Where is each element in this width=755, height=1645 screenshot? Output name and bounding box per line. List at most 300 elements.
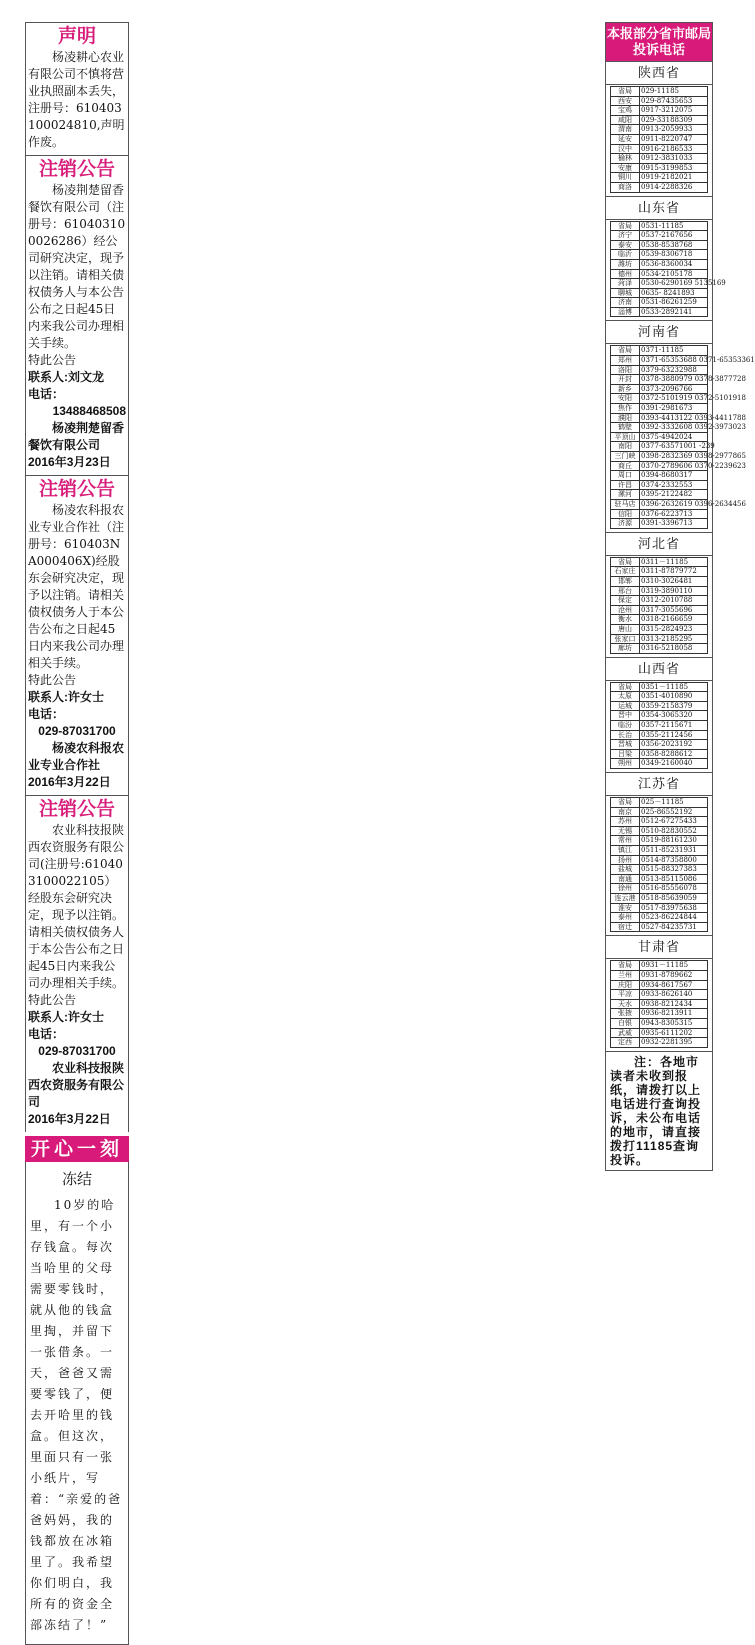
- phone-row: [611, 1018, 708, 1028]
- city-cell: 省局: [611, 87, 640, 97]
- phone-row: [611, 154, 708, 164]
- phone-cell: 0943-8305315: [640, 1018, 708, 1028]
- phone-cell: 0398-2832369 0398-2977865: [641, 452, 746, 460]
- phone-cell: 0394-8680317: [640, 471, 708, 481]
- phone-cell: 0354-3065320: [640, 711, 708, 721]
- phone-cell: 029-87435653: [640, 96, 708, 106]
- city-cell: 省局: [611, 798, 640, 808]
- phone-cell: 0376-6223713: [640, 509, 708, 519]
- phone-cell: 0934-8617567: [640, 980, 708, 990]
- phone-cell: 0379-63232988: [640, 365, 708, 375]
- city-cell: 省局: [611, 221, 640, 231]
- phone-row: [611, 499, 708, 509]
- province-section: [606, 196, 726, 318]
- notice-phone-label: 电话：: [28, 387, 65, 401]
- notice-title: 注销公告: [38, 478, 115, 500]
- phone-row: [611, 384, 708, 394]
- phone-row: [611, 990, 708, 1000]
- city-cell: 安康: [611, 163, 640, 173]
- phone-cell: 025－11185: [640, 798, 708, 808]
- notice-company: 杨凌荆楚留香餐饮有限公司: [28, 421, 125, 452]
- province-section: [606, 657, 712, 769]
- left-column: [25, 22, 129, 1645]
- city-cell: 菏泽: [611, 279, 640, 289]
- phone-cell: 0513-85115086: [640, 874, 708, 884]
- phone-cell: 0933-8626140: [640, 990, 708, 1000]
- notice-cancellation-3: [25, 795, 129, 1132]
- phone-row: [611, 865, 708, 875]
- phone-row: [611, 586, 708, 596]
- phone-row: [611, 346, 708, 356]
- city-cell: 南通: [611, 874, 640, 884]
- city-cell: 商丘: [611, 461, 640, 471]
- phone-row: [611, 442, 708, 452]
- phone-cell: 0931-8789662: [640, 970, 708, 980]
- city-cell: 省局: [611, 346, 640, 356]
- city-cell: 许昌: [611, 480, 640, 490]
- phone-cell: 0911-8220747: [640, 134, 708, 144]
- phone-row: [611, 1038, 708, 1048]
- province-name: 山东省: [606, 197, 712, 220]
- city-cell: 汉中: [611, 144, 640, 154]
- phone-row: [611, 250, 708, 260]
- city-cell: 南京: [611, 807, 640, 817]
- province-section: [606, 935, 712, 1047]
- phone-row: [611, 288, 708, 298]
- phone-cell: 0393-4413122 0393-4411788: [641, 413, 746, 422]
- province-section: [606, 61, 712, 193]
- city-cell: 沧州: [611, 605, 640, 615]
- phone-row: [611, 432, 708, 442]
- phone-row: [611, 471, 708, 481]
- phone-cell: 0931－11185: [640, 961, 708, 971]
- phone-cell: 0523-86224844: [640, 913, 708, 923]
- notice-body: 杨凌农科报农业专业合作社（注册号：610403NA000406X)经股东会研究决定，现予以注销。请相关债权债务人于本公告公布之日起45日内来我公司办理相关手续。: [28, 503, 125, 670]
- notice-phone-label: 电话：: [28, 707, 65, 721]
- city-cell: 信阳: [611, 509, 640, 519]
- phone-cell: 0310-3026481: [640, 576, 708, 586]
- phone-row: [611, 106, 708, 116]
- phone-row: [611, 730, 708, 740]
- phone-cell: 029-11185: [640, 87, 708, 97]
- phone-row: [611, 624, 708, 634]
- phone-row: [611, 980, 708, 990]
- city-cell: 保定: [611, 596, 640, 606]
- city-cell: 焦作: [611, 404, 640, 414]
- province-name: 河南省: [606, 321, 712, 344]
- notice-body: 杨凌荆楚留香餐饮有限公司（注册号：610403100026286）经公司研究决定，现予以注销。请相关债权债务人与本公告公布之日起45日内来我公司办理相关手续。: [28, 183, 126, 350]
- city-cell: 临汾: [611, 721, 640, 731]
- province-list: [606, 61, 755, 1048]
- phone-row: [611, 682, 708, 692]
- phone-row: [611, 163, 708, 173]
- notice-cancellation-2: [25, 475, 129, 795]
- city-cell: 淮安: [611, 903, 640, 913]
- city-cell: 平顶山: [611, 432, 640, 442]
- joke-banner: 开心一刻: [25, 1136, 129, 1162]
- city-cell: 宿迁: [611, 922, 640, 932]
- phone-row: [611, 134, 708, 144]
- city-cell: 泰安: [611, 240, 640, 250]
- city-cell: 吕梁: [611, 749, 640, 759]
- phone-row: [611, 490, 708, 500]
- phone-cell: 0533-2892141: [640, 307, 708, 317]
- phone-row: [611, 721, 708, 731]
- phone-cell: 0318-2166659: [640, 615, 708, 625]
- city-cell: 渭南: [611, 125, 640, 135]
- notice-company: 杨凌农科报农业专业合作社: [28, 741, 125, 772]
- city-cell: 开封: [611, 375, 640, 385]
- city-cell: 徐州: [611, 884, 640, 894]
- city-cell: 朔州: [611, 759, 640, 769]
- hotline-column: [605, 22, 755, 1171]
- city-cell: 西安: [611, 96, 640, 106]
- city-cell: 鹤壁: [611, 423, 640, 433]
- city-cell: 新乡: [611, 384, 640, 394]
- phone-cell: 0378-3880979 0378-3877728: [641, 375, 746, 384]
- city-cell: 常州: [611, 836, 640, 846]
- city-cell: 苏州: [611, 817, 640, 827]
- city-cell: 济源: [611, 519, 640, 529]
- phone-cell: 0356-2023192: [640, 740, 708, 750]
- city-cell: 聊城: [611, 288, 640, 298]
- phone-table: [610, 682, 708, 769]
- city-cell: 廊坊: [611, 644, 640, 654]
- phone-row: [611, 144, 708, 154]
- phone-row: [611, 903, 708, 913]
- phone-row: [611, 125, 708, 135]
- phone-cell: 0358-8288612: [640, 749, 708, 759]
- province-section: [606, 772, 712, 932]
- phone-cell: 0357-2115671: [640, 721, 708, 731]
- phone-table: [610, 557, 708, 654]
- province-name: 甘肃省: [606, 936, 712, 959]
- phone-cell: 0371-65353688 0371-65353361: [641, 356, 755, 365]
- phone-cell: 0538-8538768: [640, 240, 708, 250]
- city-cell: 延安: [611, 134, 640, 144]
- city-cell: 漯河: [611, 490, 640, 500]
- city-cell: 晋中: [611, 711, 640, 721]
- phone-cell: 0539-8306718: [640, 250, 708, 260]
- phone-row: [611, 87, 708, 97]
- phone-cell: 0531-86261259: [640, 298, 708, 308]
- phone-cell: 0518-85639059: [640, 893, 708, 903]
- city-cell: 晋城: [611, 740, 640, 750]
- phone-row: [611, 452, 708, 462]
- province-name: 江苏省: [606, 773, 712, 796]
- phone-row: [611, 413, 708, 423]
- phone-cell: 0517-83975638: [640, 903, 708, 913]
- phone-cell: 0396-2632619 0396-2634456: [641, 499, 746, 508]
- phone-cell: 0355-2112456: [640, 730, 708, 740]
- city-cell: 无锡: [611, 826, 640, 836]
- phone-row: [611, 605, 708, 615]
- city-cell: 省局: [611, 682, 640, 692]
- phone-row: [611, 231, 708, 241]
- city-cell: 淄博: [611, 307, 640, 317]
- phone-row: [611, 644, 708, 654]
- phone-cell: 0351－11185: [640, 682, 708, 692]
- city-cell: 张掖: [611, 1009, 640, 1019]
- phone-cell: 0915-3199853: [640, 163, 708, 173]
- phone-cell: 0370-2789606 0370-2239623: [641, 461, 746, 470]
- phone-cell: 0311-87879772: [640, 567, 708, 577]
- city-cell: 连云港: [611, 893, 640, 903]
- city-cell: 唐山: [611, 624, 640, 634]
- city-cell: 济南: [611, 298, 640, 308]
- phone-cell: 0392-3332608 0392-3973023: [641, 423, 746, 432]
- phone-cell: 0371-11185: [640, 346, 708, 356]
- city-cell: 白银: [611, 1018, 640, 1028]
- phone-cell: 0375-4942024: [640, 432, 708, 442]
- phone-cell: 0359-2158379: [640, 701, 708, 711]
- phone-cell: 0516-85556078: [640, 884, 708, 894]
- phone-cell: 0319-3890110: [640, 586, 708, 596]
- notice-contact: 联系人:许女士: [28, 690, 104, 704]
- notice-date: 2016年3月22日: [28, 1112, 111, 1126]
- phone-row: [611, 893, 708, 903]
- city-cell: 运城: [611, 701, 640, 711]
- phone-row: [611, 240, 708, 250]
- phone-cell: 025-86552192: [640, 807, 708, 817]
- phone-cell: 0351-4010890: [640, 692, 708, 702]
- phone-row: [611, 1028, 708, 1038]
- phone-cell: 0313-2185295: [640, 634, 708, 644]
- phone-table: [610, 221, 726, 318]
- phone-cell: 0311－11185: [640, 557, 708, 567]
- notice-company: 农业科技报陕西农资服务有限公司: [28, 1061, 125, 1109]
- phone-row: [611, 711, 708, 721]
- city-cell: 潍坊: [611, 259, 640, 269]
- phone-row: [611, 461, 708, 471]
- city-cell: 盐城: [611, 865, 640, 875]
- phone-row: [611, 259, 708, 269]
- phone-row: [611, 307, 708, 317]
- phone-cell: 0373-2096766: [640, 384, 708, 394]
- city-cell: 省局: [611, 557, 640, 567]
- phone-cell: 0917-3212075: [640, 106, 708, 116]
- city-cell: 宝鸡: [611, 106, 640, 116]
- phone-cell: 0349-2160040: [640, 759, 708, 769]
- phone-cell: 0916-2186533: [640, 144, 708, 154]
- phone-row: [611, 375, 708, 385]
- city-cell: 临沂: [611, 250, 640, 260]
- phone-cell: 0536-8360034: [640, 259, 708, 269]
- phone-cell: 0315-2824923: [640, 624, 708, 634]
- phone-row: [611, 999, 708, 1009]
- phone-cell: 0372-5101919 0372-5101918: [641, 394, 746, 403]
- phone-table: [610, 797, 708, 932]
- phone-cell: 0391-3396713: [640, 519, 708, 529]
- city-cell: 咸阳: [611, 115, 640, 125]
- phone-cell: 0935-6111202: [640, 1028, 708, 1038]
- city-cell: 镇江: [611, 846, 640, 856]
- phone-cell: 0635- 8241893: [640, 288, 708, 298]
- city-cell: 邯郸: [611, 576, 640, 586]
- phone-row: [611, 298, 708, 308]
- city-cell: 兰州: [611, 970, 640, 980]
- phone-row: [611, 634, 708, 644]
- city-cell: 洛阳: [611, 365, 640, 375]
- phone-row: [611, 759, 708, 769]
- phone-table: [610, 960, 708, 1047]
- phone-row: [611, 1009, 708, 1019]
- phone-cell: 0317-3055696: [640, 605, 708, 615]
- phone-row: [611, 519, 708, 529]
- city-cell: 平凉: [611, 990, 640, 1000]
- phone-cell: 0914-2288326: [640, 182, 708, 192]
- phone-row: [611, 922, 708, 932]
- phone-cell: 0312-2010788: [640, 596, 708, 606]
- phone-table: [610, 345, 755, 528]
- phone-cell: 0374-2332553: [640, 480, 708, 490]
- phone-cell: 0938-8212434: [640, 999, 708, 1009]
- phone-cell: 0913-2059933: [640, 125, 708, 135]
- notice-special: 特此公告: [28, 993, 77, 1007]
- city-cell: 商洛: [611, 182, 640, 192]
- city-cell: 周口: [611, 471, 640, 481]
- phone-row: [611, 279, 708, 289]
- notice-body: 杨凌耕心农业有限公司不慎将营业执照副本丢失，注册号：610403100024810,声明作废。: [28, 50, 125, 149]
- city-cell: 太原: [611, 692, 640, 702]
- notice-lost-license: [25, 22, 129, 155]
- phone-cell: 0515-88327383: [640, 865, 708, 875]
- phone-cell: 0519-88161230: [640, 836, 708, 846]
- phone-cell: 0391-2981673: [640, 404, 708, 414]
- hotline-header: 本报部分省市邮局投诉电话: [606, 23, 712, 61]
- phone-row: [611, 826, 708, 836]
- phone-cell: 0936-8213911: [640, 1009, 708, 1019]
- phone-row: [611, 115, 708, 125]
- phone-cell: 0932-2281395: [640, 1038, 708, 1048]
- phone-row: [611, 404, 708, 414]
- city-cell: 濮阳: [611, 413, 640, 423]
- city-cell: 德州: [611, 269, 640, 279]
- phone-table: [610, 86, 708, 193]
- phone-row: [611, 874, 708, 884]
- city-cell: 邢台: [611, 586, 640, 596]
- phone-cell: 0912-3831033: [640, 154, 708, 164]
- phone-cell: 0537-2167656: [640, 231, 708, 241]
- phone-row: [611, 817, 708, 827]
- phone-row: [611, 846, 708, 856]
- notice-title: 注销公告: [38, 158, 115, 180]
- notice-date: 2016年3月22日: [28, 775, 111, 789]
- phone-row: [611, 749, 708, 759]
- notice-special: 特此公告: [28, 353, 77, 367]
- notice-title: 注销公告: [38, 798, 115, 820]
- city-cell: 郑州: [611, 356, 640, 366]
- notice-special: 特此公告: [28, 673, 77, 687]
- phone-row: [611, 836, 708, 846]
- phone-row: [611, 692, 708, 702]
- notice-contact: 联系人:许女士: [28, 1010, 104, 1024]
- phone-cell: 0531-11185: [640, 221, 708, 231]
- joke-body: 10岁的哈里，有一个小存钱盒。每次当哈里的父母需要零钱时，就从他的钱盒里掏，并留下一张借条。一天，爸爸又需要零钱了，便去开哈里的钱盒。但这次，里面只有一张小纸片，写着：“亲爱的爸爸妈妈，我的钱都放在冰箱里了。我希望你们明白，我所有的资金全部冻结了！”: [30, 1198, 123, 1632]
- phone-row: [611, 394, 708, 404]
- phone-cell: 0530-6290169 5135169: [641, 279, 726, 288]
- phone-row: [611, 576, 708, 586]
- phone-row: [611, 701, 708, 711]
- phone-row: [611, 480, 708, 490]
- notice-phone: 029-87031700: [38, 1044, 116, 1058]
- phone-row: [611, 221, 708, 231]
- phone-cell: 0510-82830552: [640, 826, 708, 836]
- phone-cell: 0377-63571001 -239: [641, 442, 715, 451]
- province-section: [606, 532, 712, 654]
- joke-title: 冻结: [61, 1171, 92, 1188]
- phone-cell: 0527-84235731: [640, 922, 708, 932]
- city-cell: 武威: [611, 1028, 640, 1038]
- city-cell: 榆林: [611, 154, 640, 164]
- city-cell: 衡水: [611, 615, 640, 625]
- notice-contact: 联系人:刘文龙: [28, 370, 104, 384]
- phone-row: [611, 855, 708, 865]
- joke-box: [25, 1162, 129, 1645]
- phone-cell: 0395-2122482: [640, 490, 708, 500]
- phone-cell: 0511-85231931: [640, 846, 708, 856]
- phone-row: [611, 913, 708, 923]
- hotline-note: 注：各地市读者未收到报纸，请拨打以上电话进行查询投诉，未公布电话的地市，请直接拨打11185查询投诉。: [606, 1051, 712, 1170]
- phone-row: [611, 884, 708, 894]
- phone-row: [611, 596, 708, 606]
- phone-cell: 0534-2105178: [640, 269, 708, 279]
- phone-cell: 0919-2182021: [640, 173, 708, 183]
- phone-row: [611, 557, 708, 567]
- notice-body: 农业科技报陕西农资服务有限公司(注册号:610403100022105）经股东会研究决定，现予以注销。请相关债权债务人于本公告公布之日起45日内来我公司办理相关手续。: [28, 823, 125, 990]
- province-name: 河北省: [606, 533, 712, 556]
- city-cell: 安阳: [611, 394, 640, 404]
- notice-date: 2016年3月23日: [28, 455, 111, 469]
- province-section: [606, 320, 755, 528]
- phone-row: [611, 970, 708, 980]
- city-cell: 张家口: [611, 634, 640, 644]
- city-cell: 庆阳: [611, 980, 640, 990]
- city-cell: 扬州: [611, 855, 640, 865]
- notice-cancellation-1: [25, 155, 129, 475]
- phone-row: [611, 567, 708, 577]
- city-cell: 三门峡: [611, 452, 640, 462]
- city-cell: 石家庄: [611, 567, 640, 577]
- notice-phone: 13488468508: [52, 404, 126, 418]
- phone-row: [611, 423, 708, 433]
- city-cell: 天水: [611, 999, 640, 1009]
- phone-row: [611, 807, 708, 817]
- notice-phone-label: 电话：: [28, 1027, 65, 1041]
- phone-row: [611, 509, 708, 519]
- phone-row: [611, 173, 708, 183]
- phone-row: [611, 961, 708, 971]
- phone-cell: 0514-87358800: [640, 855, 708, 865]
- phone-cell: 029-33188309: [640, 115, 708, 125]
- city-cell: 定西: [611, 1038, 640, 1048]
- city-cell: 南阳: [611, 442, 640, 452]
- phone-row: [611, 96, 708, 106]
- phone-row: [611, 182, 708, 192]
- city-cell: 长治: [611, 730, 640, 740]
- city-cell: 驻马店: [611, 499, 640, 509]
- notice-title: 声明: [57, 25, 96, 47]
- province-name: 陕西省: [606, 62, 712, 85]
- city-cell: 济宁: [611, 231, 640, 241]
- phone-cell: 0316-5218058: [640, 644, 708, 654]
- phone-row: [611, 798, 708, 808]
- phone-row: [611, 365, 708, 375]
- phone-row: [611, 615, 708, 625]
- phone-cell: 0512-67275433: [640, 817, 708, 827]
- province-name: 山西省: [606, 658, 712, 681]
- city-cell: 铜川: [611, 173, 640, 183]
